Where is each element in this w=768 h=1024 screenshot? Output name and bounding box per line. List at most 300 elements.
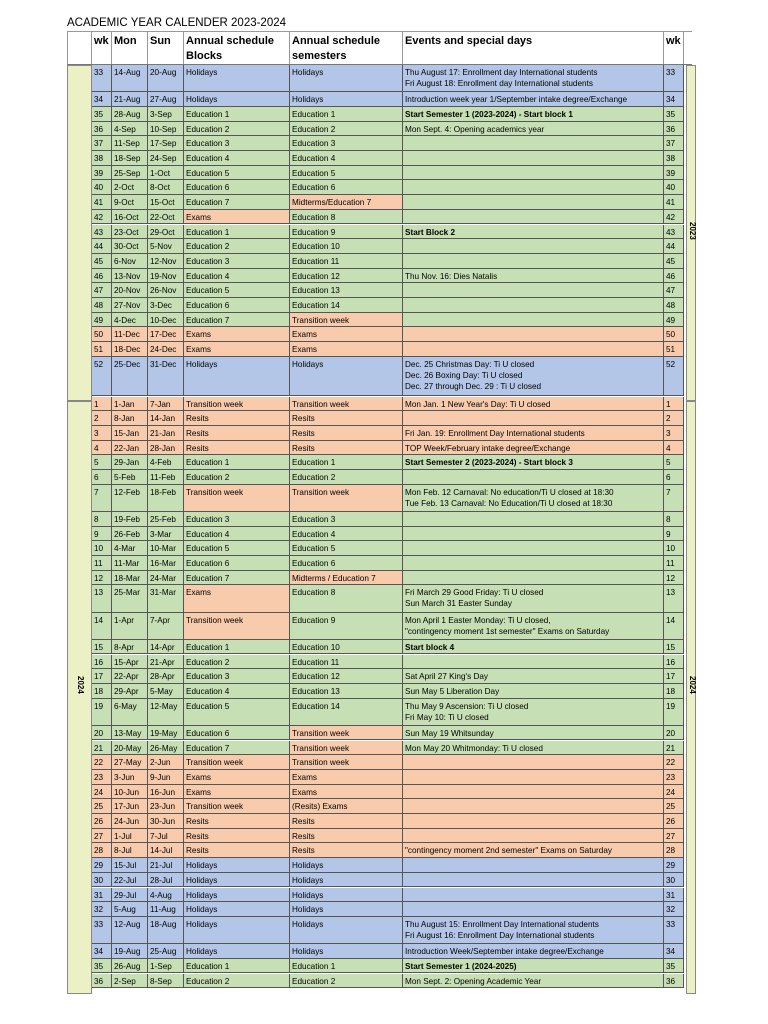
week-number-cell-right: 11 <box>664 556 684 570</box>
week-number-cell: 4 <box>92 441 112 455</box>
table-row <box>92 283 684 298</box>
events-cell <box>403 65 664 91</box>
sunday-date-cell: 7-Jul <box>148 829 184 843</box>
table-row <box>92 669 684 684</box>
monday-date-cell: 18-Mar <box>112 571 148 585</box>
events-cell <box>403 755 664 769</box>
week-number-cell: 37 <box>92 136 112 150</box>
sunday-date-cell: 14-Apr <box>148 640 184 654</box>
sunday-date-cell: 14-Jan <box>148 411 184 425</box>
week-number-cell: 8 <box>92 512 112 526</box>
semester-schedule-cell: Exams <box>290 342 403 356</box>
events-cell <box>403 180 664 194</box>
table-row <box>92 512 684 527</box>
monday-date-cell: 17-Jun <box>112 799 148 813</box>
monday-date-cell: 18-Sep <box>112 151 148 165</box>
table-row <box>92 239 684 254</box>
block-schedule-cell: Education 2 <box>184 239 290 253</box>
table-row <box>92 269 684 284</box>
sunday-date-cell: 21-Jan <box>148 426 184 440</box>
week-number-cell: 17 <box>92 669 112 683</box>
sunday-date-cell: 10-Dec <box>148 313 184 327</box>
block-schedule-cell: Education 7 <box>184 571 290 585</box>
week-number-cell: 34 <box>92 944 112 958</box>
week-number-cell: 24 <box>92 785 112 799</box>
week-number-cell-right: 22 <box>664 755 684 769</box>
semester-schedule-cell: Education 2 <box>290 470 403 484</box>
monday-date-cell: 8-Apr <box>112 640 148 654</box>
sunday-date-cell: 1-Oct <box>148 166 184 180</box>
sunday-date-cell: 8-Sep <box>148 974 184 988</box>
block-schedule-cell: Holidays <box>184 92 290 106</box>
semester-schedule-cell: Transition week <box>290 397 403 411</box>
week-number-cell: 30 <box>92 873 112 887</box>
block-schedule-cell: Holidays <box>184 65 290 91</box>
block-schedule-cell: Holidays <box>184 944 290 958</box>
week-number-cell: 14 <box>92 613 112 639</box>
table-row <box>92 254 684 269</box>
sunday-date-cell: 14-Jul <box>148 843 184 857</box>
semester-schedule-cell: Education 6 <box>290 180 403 194</box>
semester-schedule-cell: Midterms/Education 7 <box>290 195 403 209</box>
semester-schedule-cell: Holidays <box>290 65 403 91</box>
monday-date-cell: 22-Jul <box>112 873 148 887</box>
week-number-cell: 52 <box>92 357 112 396</box>
week-number-cell: 36 <box>92 974 112 988</box>
table-row <box>92 151 684 166</box>
monday-date-cell: 15-Apr <box>112 655 148 669</box>
table-row <box>92 556 684 571</box>
week-number-cell-right: 29 <box>664 858 684 872</box>
sunday-date-cell: 17-Dec <box>148 327 184 341</box>
monday-date-cell: 2-Sep <box>112 974 148 988</box>
monday-date-cell: 26-Aug <box>112 959 148 973</box>
semester-schedule-cell: Education 13 <box>290 684 403 698</box>
events-cell <box>403 669 664 683</box>
monday-date-cell: 15-Jul <box>112 858 148 872</box>
header-wk-right: wk <box>664 32 684 64</box>
week-number-cell: 50 <box>92 327 112 341</box>
semester-schedule-cell: Exams <box>290 785 403 799</box>
events-cell <box>403 873 664 887</box>
semester-schedule-cell: Education 1 <box>290 959 403 973</box>
semester-schedule-cell: Holidays <box>290 888 403 902</box>
table-row <box>92 313 684 328</box>
block-schedule-cell: Education 5 <box>184 699 290 725</box>
semester-schedule-cell: (Resits) Exams <box>290 799 403 813</box>
block-schedule-cell: Resits <box>184 411 290 425</box>
block-schedule-cell: Education 5 <box>184 283 290 297</box>
sunday-date-cell: 3-Dec <box>148 298 184 312</box>
sunday-date-cell: 25-Aug <box>148 944 184 958</box>
block-schedule-cell: Education 3 <box>184 136 290 150</box>
events-cell <box>403 726 664 740</box>
events-cell <box>403 485 664 511</box>
block-schedule-cell: Education 3 <box>184 254 290 268</box>
table-row <box>92 755 684 770</box>
sunday-date-cell: 5-May <box>148 684 184 698</box>
semester-schedule-cell: Education 10 <box>290 239 403 253</box>
sunday-date-cell: 4-Feb <box>148 455 184 469</box>
week-number-cell: 42 <box>92 210 112 224</box>
event-line: Introduction week year 1/September intake degree/Exchange <box>405 95 628 105</box>
semester-schedule-cell: Education 13 <box>290 283 403 297</box>
block-schedule-cell: Exams <box>184 785 290 799</box>
week-number-cell-right: 31 <box>664 888 684 902</box>
week-number-cell: 38 <box>92 151 112 165</box>
block-schedule-cell: Transition week <box>184 799 290 813</box>
week-number-cell-right: 10 <box>664 541 684 555</box>
week-number-cell: 36 <box>92 122 112 136</box>
block-schedule-cell: Education 2 <box>184 122 290 136</box>
monday-date-cell: 19-Feb <box>112 512 148 526</box>
monday-date-cell: 4-Sep <box>112 122 148 136</box>
monday-date-cell: 25-Mar <box>112 585 148 611</box>
sunday-date-cell: 2-Jun <box>148 755 184 769</box>
semester-schedule-cell: Resits <box>290 843 403 857</box>
week-number-cell: 19 <box>92 699 112 725</box>
sunday-date-cell: 22-Oct <box>148 210 184 224</box>
block-schedule-cell: Education 1 <box>184 959 290 973</box>
events-cell <box>403 888 664 902</box>
sunday-date-cell: 31-Dec <box>148 357 184 396</box>
week-number-cell-right: 36 <box>664 974 684 988</box>
sunday-date-cell: 23-Jun <box>148 799 184 813</box>
week-number-cell-right: 8 <box>664 512 684 526</box>
block-schedule-cell: Education 7 <box>184 313 290 327</box>
event-line: Mon Sept. 2: Opening Academic Year <box>405 976 542 986</box>
week-number-cell-right: 51 <box>664 342 684 356</box>
block-schedule-cell: Exams <box>184 585 290 611</box>
monday-date-cell: 29-Jul <box>112 888 148 902</box>
semester-schedule-cell: Holidays <box>290 858 403 872</box>
sunday-date-cell: 19-May <box>148 726 184 740</box>
year-label-2024-right: 2024 <box>688 676 697 694</box>
semester-schedule-cell: Transition week <box>290 755 403 769</box>
week-number-cell-right: 34 <box>664 944 684 958</box>
week-number-cell-right: 42 <box>664 210 684 224</box>
event-line: Thu Nov. 16: Dies Natalis <box>405 271 498 281</box>
week-number-cell-right: 20 <box>664 726 684 740</box>
year-band-2024-left <box>67 401 92 994</box>
week-number-cell-right: 17 <box>664 669 684 683</box>
week-number-cell-right: 37 <box>664 136 684 150</box>
sunday-date-cell: 11-Feb <box>148 470 184 484</box>
table-row <box>92 195 684 210</box>
block-schedule-cell: Exams <box>184 770 290 784</box>
week-number-cell: 35 <box>92 959 112 973</box>
event-line: Introduction Week/September intake degree/Exchange <box>405 947 604 957</box>
block-schedule-cell: Education 5 <box>184 541 290 555</box>
semester-schedule-cell: Resits <box>290 814 403 828</box>
sunday-date-cell: 4-Aug <box>148 888 184 902</box>
block-schedule-cell: Education 1 <box>184 107 290 121</box>
monday-date-cell: 5-Aug <box>112 902 148 916</box>
week-number-cell-right: 26 <box>664 814 684 828</box>
semester-schedule-cell: Resits <box>290 829 403 843</box>
monday-date-cell: 2-Oct <box>112 180 148 194</box>
table-row <box>92 92 684 107</box>
semester-schedule-cell: Education 14 <box>290 699 403 725</box>
events-cell <box>403 92 664 106</box>
table-row <box>92 699 684 726</box>
sunday-date-cell: 15-Oct <box>148 195 184 209</box>
event-line: Tue Feb. 13 Carnaval: No Education/Ti U closed at 18:30 <box>405 498 613 508</box>
events-cell <box>403 342 664 356</box>
semester-schedule-cell: Education 8 <box>290 585 403 611</box>
events-cell <box>403 814 664 828</box>
week-number-cell-right: 1 <box>664 397 684 411</box>
table-row <box>92 613 684 640</box>
monday-date-cell: 6-May <box>112 699 148 725</box>
events-cell <box>403 741 664 755</box>
table-row <box>92 441 684 456</box>
monday-date-cell: 28-Aug <box>112 107 148 121</box>
table-row <box>92 741 684 756</box>
week-number-cell: 32 <box>92 902 112 916</box>
block-schedule-cell: Education 1 <box>184 225 290 239</box>
week-number-cell-right: 32 <box>664 902 684 916</box>
events-cell <box>403 107 664 121</box>
week-number-cell: 11 <box>92 556 112 570</box>
sunday-date-cell: 17-Sep <box>148 136 184 150</box>
week-number-cell: 46 <box>92 269 112 283</box>
block-schedule-cell: Education 4 <box>184 151 290 165</box>
block-schedule-cell: Education 3 <box>184 669 290 683</box>
sunday-date-cell: 28-Jan <box>148 441 184 455</box>
semester-schedule-cell: Resits <box>290 411 403 425</box>
semester-schedule-cell: Education 2 <box>290 974 403 988</box>
semester-schedule-cell: Education 14 <box>290 298 403 312</box>
week-number-cell: 15 <box>92 640 112 654</box>
week-number-cell-right: 36 <box>664 122 684 136</box>
monday-date-cell: 20-May <box>112 741 148 755</box>
events-cell <box>403 397 664 411</box>
monday-date-cell: 13-Nov <box>112 269 148 283</box>
week-number-cell: 23 <box>92 770 112 784</box>
monday-date-cell: 22-Jan <box>112 441 148 455</box>
event-line: Sun May 5 Liberation Day <box>405 686 500 696</box>
semester-schedule-cell: Education 11 <box>290 254 403 268</box>
block-schedule-cell: Holidays <box>184 888 290 902</box>
week-number-cell: 43 <box>92 225 112 239</box>
semester-schedule-cell: Education 1 <box>290 107 403 121</box>
sunday-date-cell: 26-Nov <box>148 283 184 297</box>
year-band-2023-left <box>67 65 92 401</box>
block-schedule-cell: Holidays <box>184 902 290 916</box>
week-number-cell-right: 9 <box>664 527 684 541</box>
week-number-cell-right: 44 <box>664 239 684 253</box>
week-number-cell-right: 24 <box>664 785 684 799</box>
week-number-cell: 39 <box>92 166 112 180</box>
monday-date-cell: 12-Aug <box>112 917 148 943</box>
week-number-cell-right: 38 <box>664 151 684 165</box>
week-number-cell-right: 33 <box>664 917 684 943</box>
week-number-cell-right: 6 <box>664 470 684 484</box>
sunday-date-cell: 10-Mar <box>148 541 184 555</box>
header-semesters: Annual schedule semesters <box>290 32 403 64</box>
table-row <box>92 974 684 989</box>
table-row <box>92 397 684 412</box>
sunday-date-cell: 1-Sep <box>148 959 184 973</box>
event-line: Dec. 25 Christmas Day: Ti U closed <box>405 359 535 369</box>
monday-date-cell: 25-Sep <box>112 166 148 180</box>
events-cell <box>403 512 664 526</box>
semester-schedule-cell: Holidays <box>290 917 403 943</box>
monday-date-cell: 15-Jan <box>112 426 148 440</box>
events-cell <box>403 974 664 988</box>
semester-schedule-cell: Education 1 <box>290 455 403 469</box>
sunday-date-cell: 26-May <box>148 741 184 755</box>
events-cell <box>403 136 664 150</box>
block-schedule-cell: Resits <box>184 441 290 455</box>
block-schedule-cell: Exams <box>184 327 290 341</box>
semester-schedule-cell: Midterms / Education 7 <box>290 571 403 585</box>
table-row <box>92 640 684 655</box>
week-number-cell: 26 <box>92 814 112 828</box>
week-number-cell-right: 35 <box>664 959 684 973</box>
event-line: Fri May 10: Ti U closed <box>405 712 489 722</box>
table-row <box>92 944 684 959</box>
week-number-cell: 20 <box>92 726 112 740</box>
monday-date-cell: 26-Feb <box>112 527 148 541</box>
table-row <box>92 327 684 342</box>
sunday-date-cell: 28-Jul <box>148 873 184 887</box>
monday-date-cell: 21-Aug <box>112 92 148 106</box>
week-number-cell-right: 14 <box>664 613 684 639</box>
semester-schedule-cell: Education 12 <box>290 269 403 283</box>
block-schedule-cell: Holidays <box>184 873 290 887</box>
week-number-cell-right: 46 <box>664 269 684 283</box>
block-schedule-cell: Transition week <box>184 397 290 411</box>
monday-date-cell: 30-Oct <box>112 239 148 253</box>
week-number-cell: 33 <box>92 917 112 943</box>
semester-schedule-cell: Education 9 <box>290 613 403 639</box>
week-number-cell-right: 49 <box>664 313 684 327</box>
semester-schedule-cell: Transition week <box>290 313 403 327</box>
sunday-date-cell: 21-Apr <box>148 655 184 669</box>
monday-date-cell: 6-Nov <box>112 254 148 268</box>
block-schedule-cell: Education 6 <box>184 556 290 570</box>
block-schedule-cell: Education 4 <box>184 269 290 283</box>
semester-schedule-cell: Resits <box>290 426 403 440</box>
events-cell <box>403 799 664 813</box>
table-row <box>92 455 684 470</box>
header-blocks: Annual schedule Blocks <box>184 32 290 64</box>
week-number-cell: 6 <box>92 470 112 484</box>
table-row <box>92 799 684 814</box>
week-number-cell-right: 2 <box>664 411 684 425</box>
table-row <box>92 585 684 612</box>
semester-schedule-cell: Education 5 <box>290 166 403 180</box>
week-number-cell: 33 <box>92 65 112 91</box>
events-cell <box>403 770 664 784</box>
week-number-cell-right: 13 <box>664 585 684 611</box>
block-schedule-cell: Education 6 <box>184 726 290 740</box>
week-number-cell: 9 <box>92 527 112 541</box>
monday-date-cell: 12-Feb <box>112 485 148 511</box>
table-row <box>92 829 684 844</box>
week-number-cell-right: 47 <box>664 283 684 297</box>
week-number-cell-right: 40 <box>664 180 684 194</box>
block-schedule-cell: Education 7 <box>184 741 290 755</box>
table-row <box>92 180 684 195</box>
monday-date-cell: 5-Feb <box>112 470 148 484</box>
table-row <box>92 357 684 397</box>
sunday-date-cell: 24-Mar <box>148 571 184 585</box>
block-schedule-cell: Education 4 <box>184 527 290 541</box>
table-row <box>92 902 684 917</box>
table-row <box>92 917 684 944</box>
year-label-2023: 2023 <box>688 222 697 240</box>
week-number-cell: 25 <box>92 799 112 813</box>
week-number-cell: 41 <box>92 195 112 209</box>
semester-schedule-cell: Education 12 <box>290 669 403 683</box>
block-schedule-cell: Education 6 <box>184 298 290 312</box>
event-line: Mon May 20 Whitmonday: Ti U closed <box>405 743 543 753</box>
event-line: Dec. 27 through Dec. 29 : Ti U closed <box>405 381 542 391</box>
sunday-date-cell: 24-Sep <box>148 151 184 165</box>
sunday-date-cell: 20-Aug <box>148 65 184 91</box>
sunday-date-cell: 16-Mar <box>148 556 184 570</box>
table-row <box>92 770 684 785</box>
sunday-date-cell: 9-Jun <box>148 770 184 784</box>
week-number-cell: 44 <box>92 239 112 253</box>
week-number-cell-right: 52 <box>664 357 684 396</box>
event-line: Mon April 1 Easter Monday: Ti U closed, <box>405 615 551 625</box>
semester-schedule-cell: Education 5 <box>290 541 403 555</box>
semester-schedule-cell: Transition week <box>290 741 403 755</box>
event-line: Mon Sept. 4: Opening academics year <box>405 124 545 134</box>
sunday-date-cell: 31-Mar <box>148 585 184 611</box>
monday-date-cell: 20-Nov <box>112 283 148 297</box>
week-number-cell-right: 25 <box>664 799 684 813</box>
table-row <box>92 959 684 974</box>
block-schedule-cell: Education 6 <box>184 180 290 194</box>
table-row <box>92 210 684 225</box>
week-number-cell: 5 <box>92 455 112 469</box>
events-cell <box>403 527 664 541</box>
table-row <box>92 655 684 670</box>
table-row <box>92 136 684 151</box>
events-cell <box>403 441 664 455</box>
monday-date-cell: 1-Apr <box>112 613 148 639</box>
semester-schedule-cell: Exams <box>290 327 403 341</box>
events-cell <box>403 655 664 669</box>
week-number-cell: 34 <box>92 92 112 106</box>
monday-date-cell: 11-Dec <box>112 327 148 341</box>
monday-date-cell: 27-May <box>112 755 148 769</box>
monday-date-cell: 16-Oct <box>112 210 148 224</box>
semester-schedule-cell: Holidays <box>290 944 403 958</box>
header-spacer <box>67 32 92 64</box>
page-title: ACADEMIC YEAR CALENDER 2023-2024 <box>67 17 287 29</box>
monday-date-cell: 29-Jan <box>112 455 148 469</box>
sunday-date-cell: 5-Nov <box>148 239 184 253</box>
monday-date-cell: 1-Jan <box>112 397 148 411</box>
table-row <box>92 888 684 903</box>
sunday-date-cell: 11-Aug <box>148 902 184 916</box>
event-line: Start Block 2 <box>405 227 456 237</box>
table-row <box>92 166 684 181</box>
table-row <box>92 726 684 741</box>
event-line: Fri August 18: Enrollment day International students <box>405 79 593 88</box>
week-number-cell-right: 4 <box>664 441 684 455</box>
semester-schedule-cell: Education 2 <box>290 122 403 136</box>
sunday-date-cell: 28-Apr <box>148 669 184 683</box>
semester-schedule-cell: Education 11 <box>290 655 403 669</box>
week-number-cell-right: 23 <box>664 770 684 784</box>
